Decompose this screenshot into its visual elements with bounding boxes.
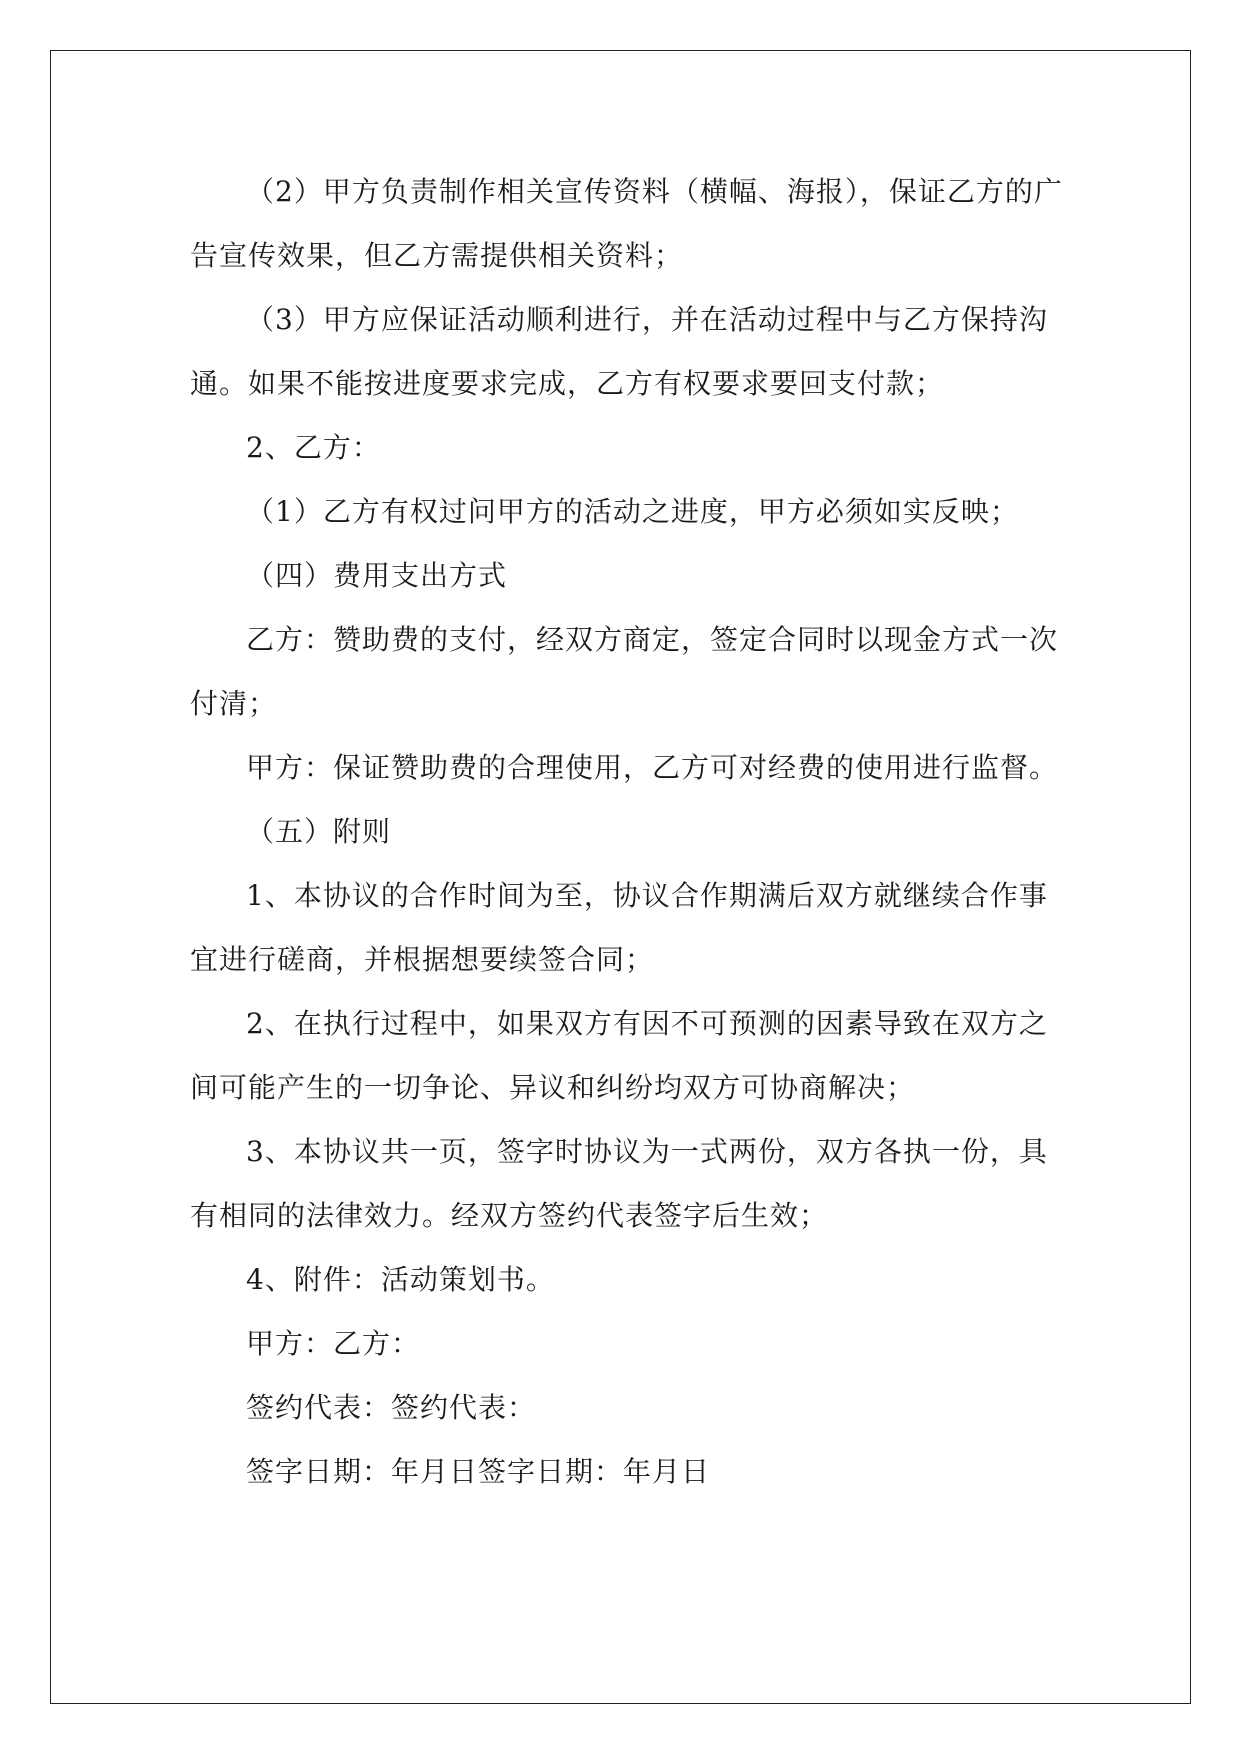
signature-date-line: 签字日期：年月日签字日期：年月日 [246, 1455, 711, 1488]
text-line: 宜进行磋商，并根据想要续签合同； [190, 943, 655, 976]
text-line: 2、在执行过程中，如果双方有因不可预测的因素导致在双方之 [246, 1007, 1048, 1040]
text-line: （五）附则 [246, 815, 392, 848]
text-line: 告宣传效果，但乙方需提供相关资料； [190, 239, 684, 272]
text-line: （2）甲方负责制作相关宣传资料（横幅、海报），保证乙方的广 [246, 175, 1063, 208]
text-line: 2、乙方： [246, 431, 381, 464]
text-line: 有相同的法律效力。经双方签约代表签字后生效； [190, 1199, 829, 1232]
text-line: （3）甲方应保证活动顺利进行，并在活动过程中与乙方保持沟 [246, 303, 1048, 336]
text-line: 乙方：赞助费的支付，经双方商定，签定合同时以现金方式一次 [246, 623, 1059, 656]
text-line: 3、本协议共一页，签字时协议为一式两份，双方各执一份，具 [246, 1135, 1048, 1168]
text-line: 通。如果不能按进度要求完成，乙方有权要求要回支付款； [190, 367, 945, 400]
text-line: （1）乙方有权过问甲方的活动之进度，甲方必须如实反映； [246, 495, 1019, 528]
text-line: 4、附件：活动策划书。 [246, 1263, 555, 1296]
text-line: 1、本协议的合作时间为至，协议合作期满后双方就继续合作事 [246, 879, 1048, 912]
text-line: 付清； [190, 687, 278, 720]
text-line: 甲方：保证赞助费的合理使用，乙方可对经费的使用进行监督。 [246, 751, 1059, 784]
text-line: 间可能产生的一切争论、异议和纠纷均双方可协商解决； [190, 1071, 916, 1104]
document-body [190, 160, 1070, 1504]
signature-representative-line: 签约代表：签约代表： [246, 1391, 537, 1424]
text-line: （四）费用支出方式 [246, 559, 508, 592]
signature-party-line: 甲方：乙方： [246, 1327, 421, 1360]
